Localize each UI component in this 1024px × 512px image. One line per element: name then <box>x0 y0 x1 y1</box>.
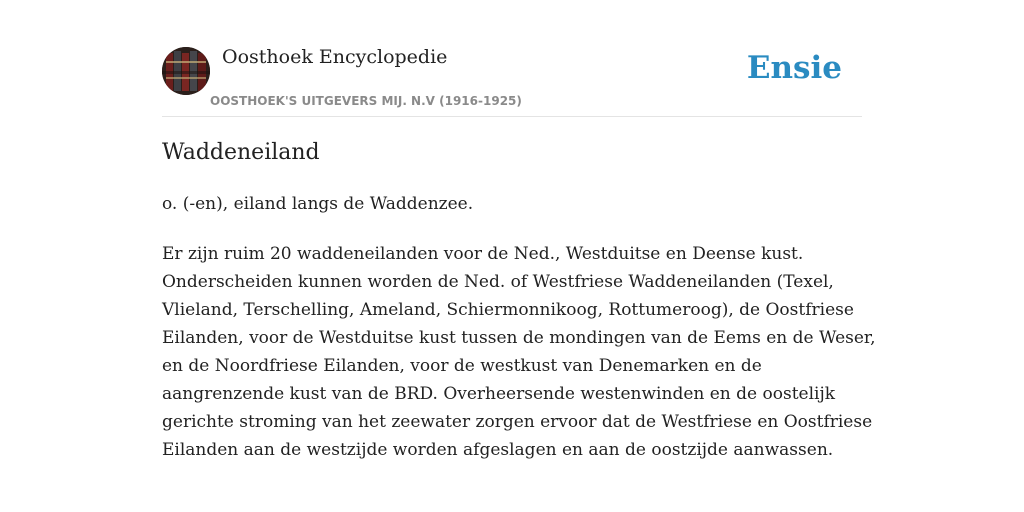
source-header <box>162 44 862 117</box>
article-body <box>162 240 876 464</box>
body-line: en de Noordfriese Eilanden, voor de westkust van Denemarken en de <box>162 356 762 376</box>
source-title[interactable]: Oosthoek Encyclopedie <box>222 46 448 68</box>
body-line: aangrenzende kust van de BRD. Overheersende westenwinden en de oostelijk <box>162 384 836 404</box>
source-subtitle: OOSTHOEK'S UITGEVERS MIJ. N.V (1916-1925) <box>210 94 522 108</box>
body-line: Eilanden aan de westzijde worden afgeslagen en aan de oostzijde aanwassen. <box>162 440 834 460</box>
body-line: gerichte stroming van het zeewater zorgen ervoor dat de Westfriese en Oostfriese <box>162 412 873 432</box>
body-line: Eilanden, voor de Westduitse kust tussen de mondingen van de Eems en de Weser, <box>162 328 876 348</box>
body-line: Vlieland, Terschelling, Ameland, Schiermonnikoog, Rottumeroog), de Oostfriese <box>162 300 854 320</box>
article-definition: o. (-en), eiland langs de Waddenzee. <box>162 194 474 214</box>
body-line: Er zijn ruim 20 waddeneilanden voor de Ned., Westduitse en Deense kust. <box>162 244 804 264</box>
body-line: Onderscheiden kunnen worden de Ned. of Westfriese Waddeneilanden (Texel, <box>162 272 834 292</box>
article-title: Waddeneiland <box>162 140 320 165</box>
ensie-logo[interactable]: Ensie <box>746 50 842 86</box>
book-spines-icon[interactable] <box>162 47 210 95</box>
